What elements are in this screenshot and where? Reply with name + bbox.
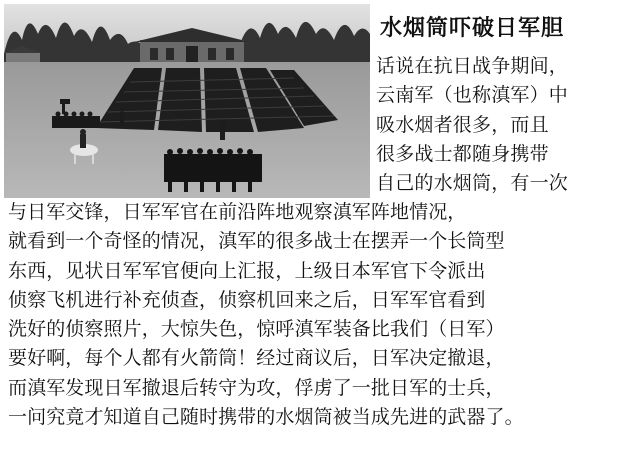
body-line: 吸水烟者很多，而且: [376, 113, 549, 136]
body-line: 自己的水烟筒，有一次: [376, 172, 569, 195]
body-line: 洗好的侦察照片，大惊失色，惊呼滇军装备比我们（日军）: [8, 318, 505, 341]
article-body-side: [376, 52, 616, 198]
body-line: 话说在抗日战争期间，: [376, 55, 569, 77]
body-line: 云南军（也称滇军）中: [376, 84, 569, 107]
body-line: 要好啊，每个人都有火箭筒！经过商议后，日军决定撤退，: [8, 347, 505, 370]
historical-photo: [4, 4, 370, 198]
body-line: 一问究竟才知道自己随时携带的水烟筒被当成先进的武器了。: [8, 406, 524, 429]
article-title: 水烟筒吓破日军胆: [380, 16, 565, 41]
body-line: 而滇军发现日军撤退后转守为攻，俘虏了一批日军的士兵，: [8, 376, 505, 399]
body-line: 与日军交锋，日军军官在前沿阵地观察滇军阵地情况，: [8, 201, 467, 223]
article-body-full: [8, 198, 616, 432]
body-line: 就看到一个奇怪的情况，滇军的很多战士在摆弄一个长筒型: [8, 230, 505, 253]
body-line: 很多战士都随身携带: [376, 142, 549, 165]
body-line: 侦察飞机进行补充侦查，侦察机回来之后，日军军官看到: [8, 288, 486, 311]
body-line: 东西，见状日军军官便向上汇报，上级日本军官下令派出: [8, 259, 486, 282]
